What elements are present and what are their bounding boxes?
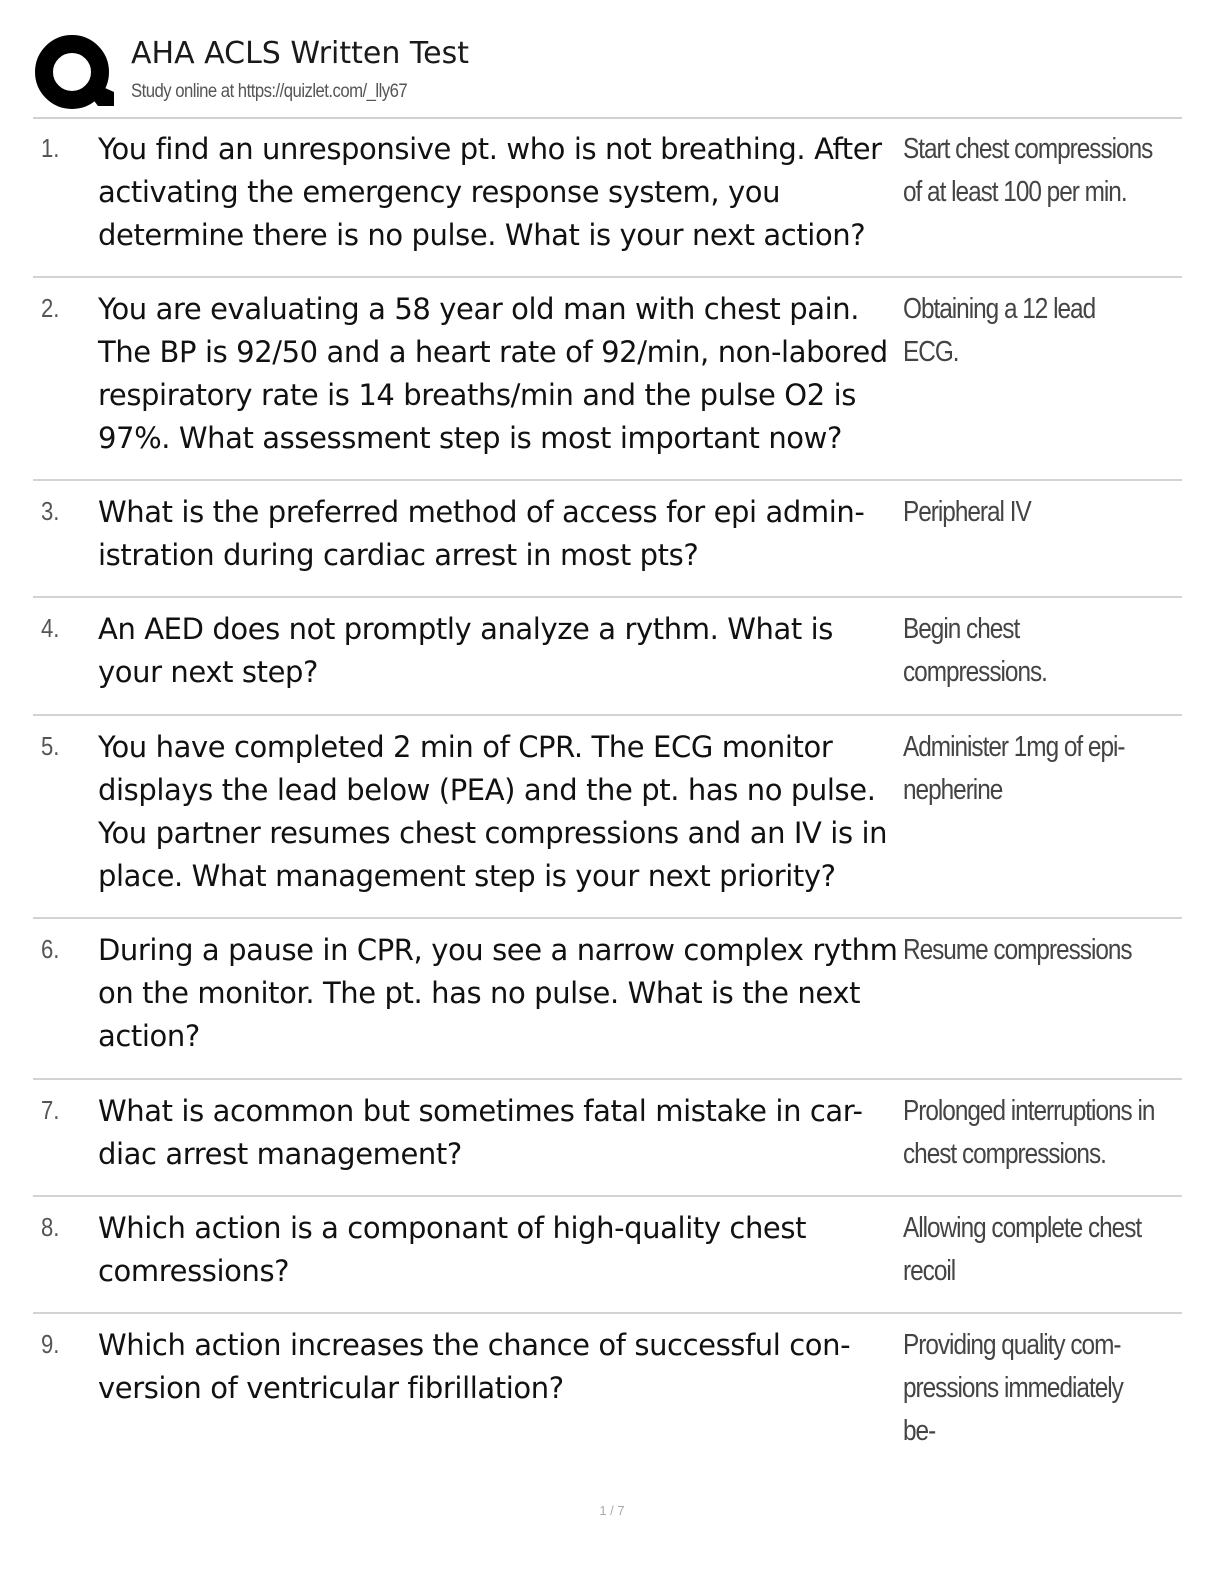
card-definition: Administer 1mg of epi-nepherine	[903, 731, 1125, 806]
flashcard	[33, 598, 1182, 716]
flashcard	[33, 716, 1182, 919]
card-number: 8.	[41, 1212, 60, 1242]
card-definition: Resume compressions	[903, 934, 1132, 966]
card-term: An AED does not promptly analyze a rythm. What is your next step?	[98, 612, 833, 689]
card-number: 7.	[41, 1095, 60, 1125]
page-number: 1 / 7	[599, 1503, 625, 1518]
card-term: During a pause in CPR, you see a narrow complex rythm on the monitor. The pt. has no pulse. What is the next action?	[98, 933, 898, 1053]
card-number: 2.	[41, 293, 60, 323]
flashcard	[33, 1080, 1182, 1197]
flashcard	[33, 919, 1182, 1080]
card-definition: Start chest compressions of at least 100 per min.	[903, 133, 1153, 208]
page-header	[34, 34, 1194, 114]
card-number: 1.	[41, 133, 60, 163]
flashcard	[33, 1197, 1182, 1314]
card-term: You have completed 2 min of CPR. The ECG monitor displays the lead below (PEA) and the pt. has no pulse. You partner resumes chest compressions and an IV is in place. What management step is your next priority?	[98, 730, 888, 893]
card-term: What is acommon but sometimes fatal mistake in car-diac arrest management?	[98, 1094, 863, 1171]
quizlet-logo-icon	[34, 34, 114, 114]
card-term: Which action increases the chance of successful con-version of ventricular fibrillation?	[98, 1328, 851, 1405]
card-definition: Allowing complete chest recoil	[903, 1212, 1142, 1287]
page-title: AHA ACLS Written Test	[131, 36, 469, 71]
flashcard-list	[33, 119, 1182, 1447]
card-definition: Prolonged interruptions in chest compressions.	[903, 1095, 1155, 1170]
card-term: You are evaluating a 58 year old man with chest pain. The BP is 92/50 and a heart rate of 92/min, non-labored respiratory rate is 14 breaths/min and the pulse O2 is 97%. What assessment step is most important now?	[98, 292, 888, 455]
card-number: 6.	[41, 934, 60, 964]
flashcard	[33, 481, 1182, 598]
card-term: You find an unresponsive pt. who is not breathing. After activating the emergency response system, you determine there is no pulse. What is your next action?	[98, 132, 882, 252]
flashcard	[33, 278, 1182, 481]
flashcard	[33, 119, 1182, 278]
card-number: 5.	[41, 731, 60, 761]
card-definition: Peripheral IV	[903, 496, 1031, 528]
card-term: What is the preferred method of access for epi admin-istration during cardiac arrest in most pts?	[98, 495, 865, 572]
card-number: 4.	[41, 613, 60, 643]
card-number: 9.	[41, 1329, 60, 1359]
card-term: Which action is a componant of high-quality chest comressions?	[98, 1211, 807, 1288]
study-link-text: Study online at https://quizlet.com/_lly67	[131, 81, 408, 102]
card-definition: Begin chest compressions.	[903, 613, 1047, 688]
card-definition: Obtaining a 12 lead ECG.	[903, 293, 1096, 368]
flashcard	[33, 1314, 1182, 1447]
card-number: 3.	[41, 496, 60, 526]
card-definition: Providing quality com-pressions immediately be-	[903, 1329, 1123, 1447]
